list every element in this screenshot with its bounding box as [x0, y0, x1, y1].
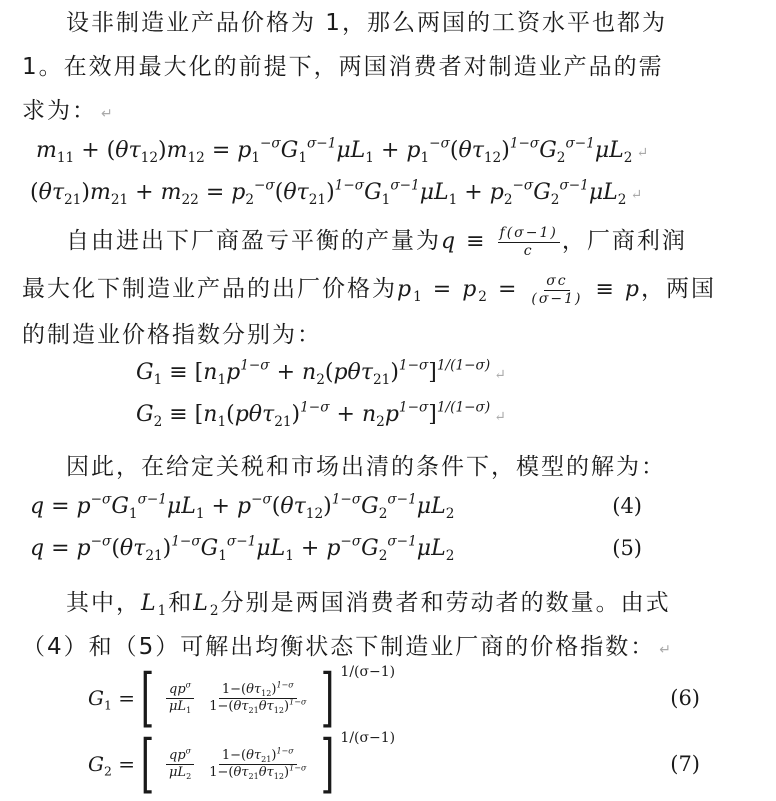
- paragraph-2-line-1b: ，厂商利润: [561, 228, 687, 254]
- paragraph-4-line-2: [22, 628, 674, 661]
- equation-number-6: (6): [670, 686, 700, 710]
- paragraph-2-line-3: 的制造业价格指数分别为：: [22, 322, 322, 348]
- paragraph-4-line-1: [66, 584, 706, 617]
- equation-number-7: (7): [670, 752, 700, 776]
- equation-number-5: (5): [612, 536, 642, 560]
- paragraph-4-line-1c: 分别是两国消费者和劳动者的数量。由式: [220, 590, 671, 616]
- demand-equation-1: $m_{11} + (\theta\tau_{12})m_{12} = p_1^{-\sigma}G_1^{\sigma-1}\mu L_1 + p_1^{-\sigma}(\theta\tau_{12})^{1-\sigma}G_2^{\sigma-1}\mu L_2$ ↵: [36, 135, 649, 166]
- paragraph-3-line-1: 因此，在给定关税和市场出清的条件下，模型的解为：: [66, 454, 666, 480]
- price-index-g2: $G_2 \equiv [n_1(p\theta\tau_{21})^{1-\sigma}$ + $n_2p^{1-\sigma}]^{1/(1-\sigma)}↵$: [136, 399, 506, 430]
- paragraph-1-line-2: 1。在效用最大化的前提下，两国消费者对制造业产品的需: [22, 54, 664, 80]
- paragraph-1-line-3-text: 求为：: [22, 98, 97, 124]
- paragraph-2-line-2a: 最大化下制造业产品的出厂价格为: [22, 276, 397, 302]
- paragraph-2-line-2b: ，两国: [641, 276, 717, 302]
- paragraph-4-line-2-text: （4）和（5）可解出均衡状态下制造业厂商的价格指数：: [22, 634, 656, 660]
- equilibrium-equation-7: $G_2$ = [ $\frac{qp^\sigma}{\mu L_2}$ $\frac{1-(\theta\tau_{21})^{1-\sigma}}{1-(\theta\tau_{21}\theta\tau_{12})^{1-\sigma}}$ ] 1/(σ−1) (7): [88, 727, 700, 801]
- output-formula: q ≡ $\frac{f(\sigma-1)}{c}$: [441, 225, 558, 259]
- price-index-g1: $G_1 \equiv [n_1p^{1-\sigma}$ + $n_2(p\theta\tau_{21})^{1-\sigma}]^{1/(1-\sigma)}↵$: [136, 357, 506, 388]
- l1-symbol: $L_1$: [141, 591, 169, 619]
- paragraph-1-line-1: 设非制造业产品价格为 1，那么两国的工资水平也都为: [66, 10, 667, 36]
- equilibrium-equation-6: $G_1$ = [ $\frac{qp^\sigma}{\mu L_1}$ $\frac{1-(\theta\tau_{12})^{1-\sigma}}{1-(\theta\tau_{21}\theta\tau_{12})^{1-\sigma}}$ ] 1/(σ−1) (6): [88, 661, 700, 735]
- paragraph-1-line-3: [22, 92, 662, 125]
- paragraph-2-line-2: [22, 270, 717, 307]
- paragraph-2-line-1: [66, 222, 706, 259]
- paragraph-2-line-1a: 自由进出下厂商盈亏平衡的产量为: [66, 228, 441, 254]
- paragraph-mark: ↵: [659, 642, 674, 658]
- demand-equation-2: $(\theta\tau_{21})m_{21} + m_{22} = p_2^{-\sigma}(\theta\tau_{21})^{1-\sigma}G_1^{\sigma-1}\mu L_1 + p_2^{-\sigma}G_2^{\sigma-1}\mu L_2$ ↵: [30, 177, 643, 208]
- l2-symbol: $L_2$: [193, 591, 221, 619]
- solution-equation-4: $q = p^{-\sigma}G_1^{\sigma-1}\mu L_1 + p^{-\sigma}(\theta\tau_{12})^{1-\sigma}G_2^{\sigma-1}\mu L_2$ (4): [30, 491, 642, 522]
- paragraph-4-line-1a: 其中，: [66, 590, 141, 616]
- paragraph-mark: ↵: [101, 106, 115, 122]
- solution-equation-5: $q = p^{-\sigma}(\theta\tau_{21})^{1-\sigma}G_1^{\sigma-1}\mu L_1 + p^{-\sigma}G_2^{\sigma-1}\mu L_2$ (5): [30, 533, 642, 564]
- equation-number-4: (4): [612, 494, 642, 518]
- price-formula: $p_1 = p_2$ = $\frac{\sigma c}{(\sigma-1)}$ ≡ p: [397, 273, 642, 307]
- paragraph-4-line-1b: 和: [168, 590, 194, 616]
